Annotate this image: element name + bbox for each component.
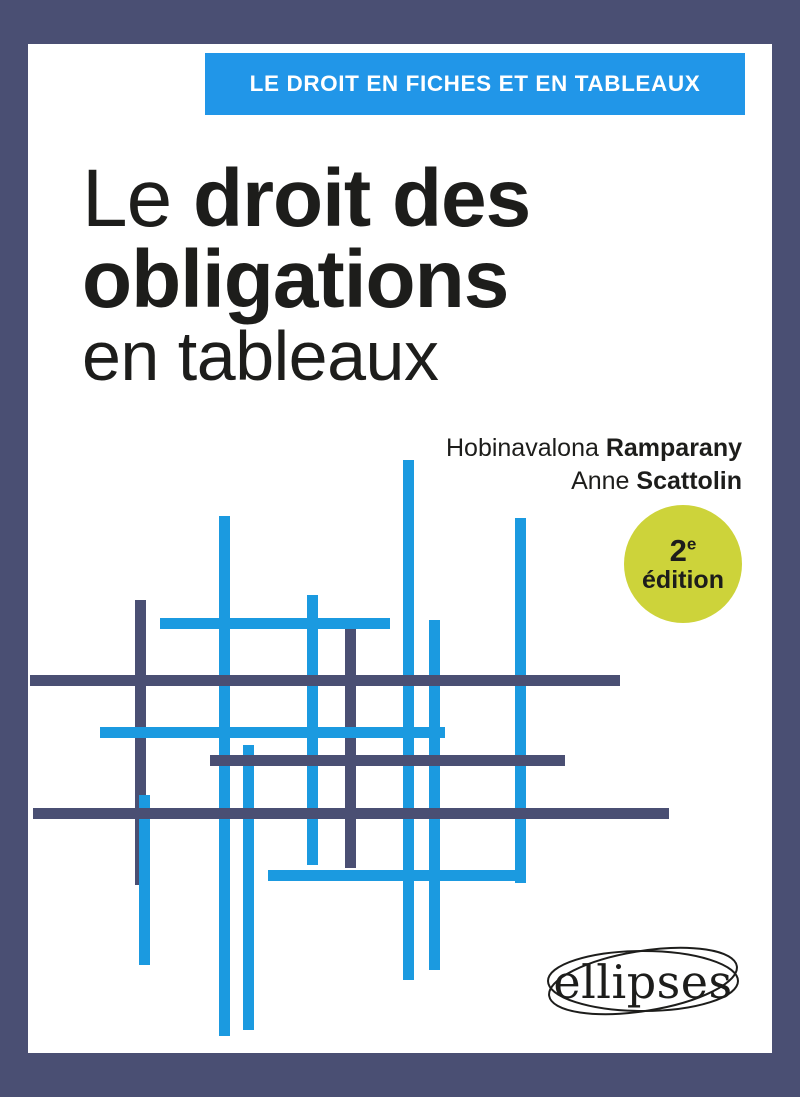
edition-badge	[624, 505, 742, 623]
author-list	[446, 432, 742, 497]
cover-frame-right	[772, 0, 800, 1097]
cover-frame-left	[0, 0, 28, 1097]
title-line-1-bold: droit des	[193, 153, 531, 244]
title-line-3: en tableaux	[82, 317, 439, 396]
grid-bar	[210, 755, 565, 766]
title-line-2: obligations	[82, 233, 509, 325]
grid-bar	[219, 516, 230, 1036]
grid-bar	[33, 808, 669, 819]
author-2-firstname: Anne	[571, 466, 637, 495]
grid-bar	[345, 618, 356, 868]
author-1-firstname: Hobinavalona	[445, 434, 606, 462]
cover-frame-top	[0, 0, 800, 44]
book-title	[82, 153, 722, 396]
publisher-name: ellipses	[553, 954, 733, 1009]
grid-bar	[100, 727, 445, 738]
author-1-lastname: Ramparany	[605, 434, 742, 462]
grid-bar	[429, 620, 440, 970]
title-line-1-thin: Le	[82, 153, 193, 244]
edition-number-value: 2	[669, 532, 687, 568]
grid-bar	[268, 870, 523, 881]
author-1	[446, 432, 742, 465]
grid-bar	[307, 595, 318, 865]
publisher-logo	[538, 934, 748, 1029]
grid-bar	[403, 460, 414, 980]
grid-bar	[160, 618, 390, 629]
cover-frame-bottom	[0, 1053, 800, 1097]
collection-banner-label: LE DROIT EN FICHES ET EN TABLEAUX	[249, 71, 701, 96]
grid-bar	[243, 745, 254, 1030]
collection-banner	[205, 53, 745, 115]
grid-bar	[139, 795, 150, 965]
edition-number-ordinal: e	[686, 534, 697, 554]
edition-number	[669, 532, 697, 568]
grid-bar	[30, 675, 620, 686]
grid-bar	[135, 600, 146, 885]
edition-word: édition	[642, 566, 724, 595]
author-2-lastname: Scattolin	[636, 466, 742, 495]
title-line-1	[82, 153, 722, 244]
author-2	[446, 465, 742, 498]
grid-bar	[515, 518, 526, 883]
